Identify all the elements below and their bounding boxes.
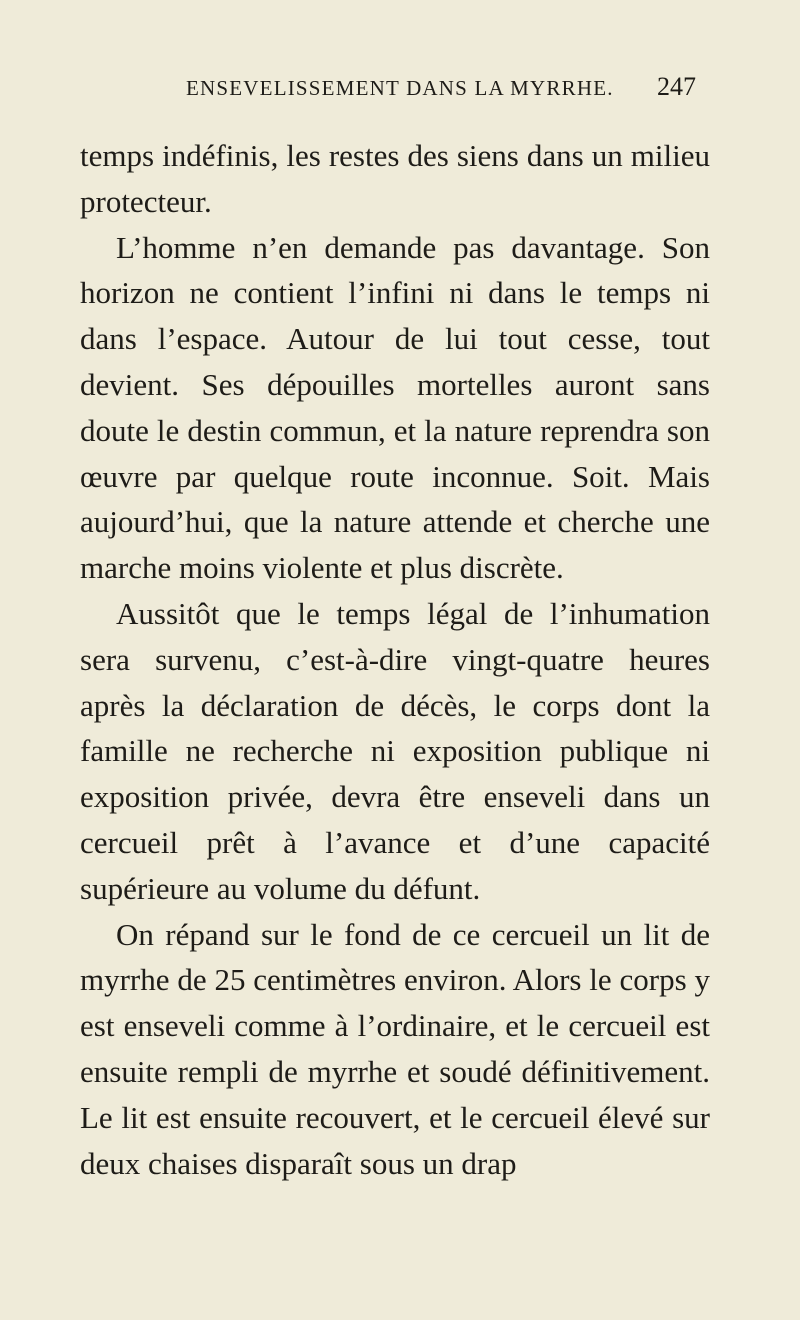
running-head <box>186 72 700 116</box>
running-title: ENSEVELISSEMENT DANS LA MYRRHE. <box>186 76 614 100</box>
paragraph-continued: temps indéfinis, les restes des siens dans un milieu protecteur. <box>80 138 710 219</box>
paragraph: Aussitôt que le temps légal de l’inhumation sera survenu, c’est-à-dire vingt-quatre heures après la déclaration de décès, le corps dont la famille ne recherche ni exposition publique ni exposition privée, devra être enseveli dans un cercueil prêt à l’avance et d’une capacité supérieure au volume du défunt. <box>80 595 710 906</box>
page-number: 247 <box>657 72 696 101</box>
paragraph: On répand sur le fond de ce cercueil un lit de myrrhe de 25 centimètres environ. Alors le corps y est enseveli comme à l’ordinaire, et le cercueil est ensuite rempli de myrrhe et soudé définitivement. Le lit est ensuite recouvert, et le cercueil élevé sur deux chaises disparaît sous un drap <box>80 916 710 1181</box>
body-text <box>80 133 710 1186</box>
paragraph: L’homme n’en demande pas davantage. Son horizon ne contient l’infini ni dans le temps ni dans l’espace. Autour de lui tout cesse, tout devient. Ses dépouilles mortelles auront sans doute le destin commun, et la nature reprendra son œuvre par quelque route inconnue. Soit. Mais aujourd’hui, que la nature attende et cherche une marche moins violente et plus discrète. <box>80 229 710 586</box>
